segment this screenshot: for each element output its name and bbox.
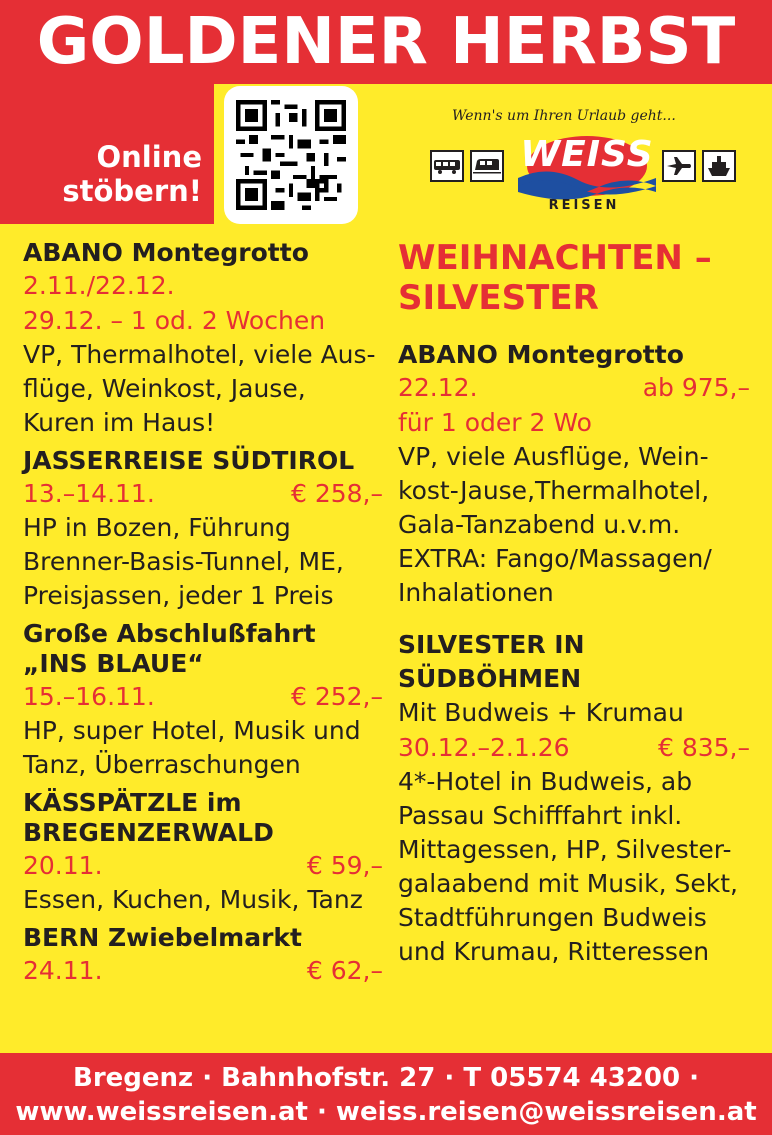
offer-desc: VP, viele Ausflüge, Wein- bbox=[398, 442, 709, 471]
offer-date-text: 2.11./22.12. bbox=[23, 271, 175, 300]
offer-date-text: 29.12. – 1 od. 2 Wochen bbox=[23, 306, 326, 335]
offer-desc: EXTRA: Fango/Massagen/ bbox=[398, 544, 712, 573]
offer-desc: 4*-Hotel in Budweis, ab bbox=[398, 767, 693, 796]
offer-title: ABANO Montegrotto bbox=[398, 340, 684, 369]
offer-desc: flüge, Weinkost, Jause, bbox=[23, 374, 306, 403]
offer-date bbox=[23, 303, 383, 338]
offer-date-price bbox=[23, 476, 383, 511]
offer-note-text: für 1 oder 2 Wo bbox=[398, 408, 592, 437]
offer-jasser bbox=[23, 446, 383, 613]
offer-desc: Passau Schifffahrt inkl. bbox=[398, 801, 683, 830]
offer-title: KÄSSPÄTZLE im bbox=[23, 788, 242, 817]
offer-date-text: 20.11. bbox=[23, 851, 103, 880]
left-column bbox=[23, 238, 383, 988]
offer-desc: Gala-Tanzabend u.v.m. bbox=[398, 510, 681, 539]
offer-desc: HP, super Hotel, Musik und bbox=[23, 716, 361, 745]
weiss-reisen-logo bbox=[424, 100, 742, 220]
footer-links[interactable]: www.weissreisen.at · weiss.reisen@weissreisen.at bbox=[15, 1097, 757, 1127]
offer-title: JASSERREISE SÜDTIROL bbox=[23, 446, 355, 475]
offer-desc: Brenner-Basis-Tunnel, ME, bbox=[23, 547, 344, 576]
page-title: GOLDENER HERBST bbox=[36, 5, 736, 79]
online-line-1: Online bbox=[96, 140, 202, 174]
offer-date-text: 13.–14.11. bbox=[23, 479, 155, 508]
offer-desc: VP, Thermalhotel, viele Aus- bbox=[23, 340, 376, 369]
qr-code-icon[interactable] bbox=[224, 86, 358, 224]
offer-desc: galaabend mit Musik, Sekt, bbox=[398, 869, 738, 898]
offer-date-price bbox=[398, 370, 750, 405]
offer-title: „INS BLAUE“ bbox=[23, 649, 204, 678]
offer-date-text: 30.12.–2.1.26 bbox=[398, 733, 570, 762]
offer-desc: Mittagessen, HP, Silvester- bbox=[398, 835, 732, 864]
offer-desc: Essen, Kuchen, Musik, Tanz bbox=[23, 885, 363, 914]
logo-tagline: Wenn's um Ihren Urlaub geht... bbox=[452, 108, 676, 124]
offer-price: € 835,– bbox=[657, 733, 750, 762]
section-heading bbox=[398, 238, 750, 318]
offer-desc: Tanz, Überraschungen bbox=[23, 750, 301, 779]
offer-desc: HP in Bozen, Führung bbox=[23, 513, 291, 542]
offer-abschluss bbox=[23, 619, 383, 782]
online-text bbox=[62, 140, 202, 208]
offer-silvester bbox=[398, 628, 750, 969]
offer-price: € 258,– bbox=[290, 479, 383, 508]
right-column bbox=[398, 238, 750, 969]
train-icon bbox=[470, 150, 504, 182]
offer-desc: Kuren im Haus! bbox=[23, 408, 216, 437]
offer-title: BREGENZERWALD bbox=[23, 818, 274, 847]
offer-kaess bbox=[23, 788, 383, 917]
footer bbox=[0, 1053, 772, 1135]
section-title: WEIHNACHTEN – bbox=[398, 238, 712, 278]
offer-title: ABANO Montegrotto bbox=[23, 238, 309, 267]
offer-date-price bbox=[23, 679, 383, 714]
logo-sub: REISEN bbox=[548, 198, 620, 213]
offer-price: € 59,– bbox=[306, 851, 383, 880]
offer-date-price bbox=[23, 953, 383, 988]
offer-price: € 252,– bbox=[290, 682, 383, 711]
offer-note bbox=[398, 405, 750, 440]
offer-desc: kost-Jause,Thermalhotel, bbox=[398, 476, 710, 505]
section-title: SILVESTER bbox=[398, 278, 599, 318]
offer-title: SÜDBÖHMEN bbox=[398, 664, 582, 693]
offer-price: ab 975,– bbox=[642, 373, 750, 402]
logo-brand: WEISS bbox=[520, 134, 654, 175]
offer-date-text: 22.12. bbox=[398, 373, 478, 402]
offer-title: Große Abschlußfahrt bbox=[23, 619, 316, 648]
offer-title: SILVESTER IN bbox=[398, 630, 585, 659]
offer-date-text: 24.11. bbox=[23, 956, 103, 985]
offer-bern bbox=[23, 923, 383, 988]
online-box bbox=[0, 84, 214, 224]
offer-price: € 62,– bbox=[306, 956, 383, 985]
offer-abano bbox=[23, 238, 383, 440]
offer-date-text: 15.–16.11. bbox=[23, 682, 155, 711]
offer-date bbox=[23, 268, 383, 303]
offer-intro: Mit Budweis + Krumau bbox=[398, 698, 684, 727]
offer-desc: Stadtführungen Budweis bbox=[398, 903, 707, 932]
offer-desc: Inhalationen bbox=[398, 578, 554, 607]
offer-desc: Preisjassen, jeder 1 Preis bbox=[23, 581, 334, 610]
offer-abano-xmas bbox=[398, 340, 750, 610]
footer-address: Bregenz · Bahnhofstr. 27 · T 05574 43200 · bbox=[73, 1063, 699, 1093]
offer-desc: und Krumau, Ritteressen bbox=[398, 937, 710, 966]
offer-date-price bbox=[398, 730, 750, 765]
ship-icon bbox=[702, 150, 736, 182]
online-line-2: stöbern! bbox=[62, 174, 202, 208]
plane-icon bbox=[662, 150, 696, 182]
offer-date-price bbox=[23, 848, 383, 883]
bus-icon bbox=[430, 150, 464, 182]
offer-title: BERN Zwiebelmarkt bbox=[23, 923, 303, 952]
